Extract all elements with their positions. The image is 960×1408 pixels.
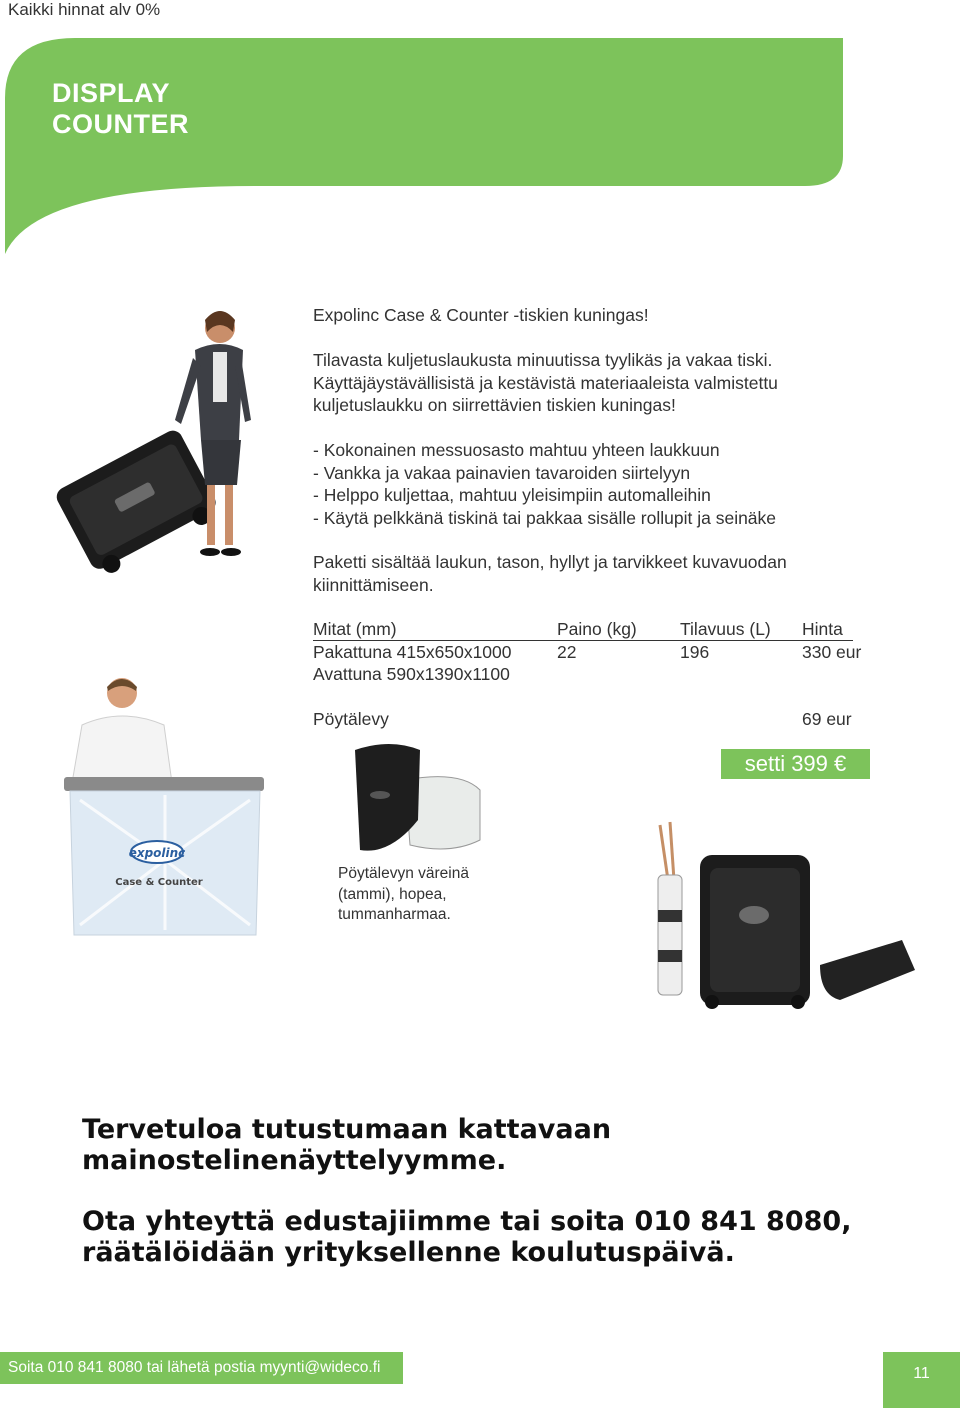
table-row [313, 641, 873, 663]
page-number: 11 [883, 1352, 960, 1408]
feature-item: - Käytä pelkkänä tiskinä tai pakkaa sisälle rollupit ja seinäke [313, 507, 777, 528]
intro-paragraph [313, 349, 778, 417]
cell-dimensions: Pakattuna 415x650x1000 [313, 642, 512, 662]
intro-line: Käyttäjäystävällisistä ja kestävistä materiaaleista valmistettu [313, 372, 778, 393]
cell-volume: 196 [680, 642, 710, 662]
counter-brand-text: expolinc [128, 846, 186, 860]
package-line: Paketti sisältää laukun, tason, hyllyt ja tarvikkeet kuvavuodan [313, 552, 787, 572]
tabletop-colors-caption [338, 864, 469, 926]
header-dimensions: Mitat (mm) [313, 619, 397, 639]
feature-item: - Kokonainen messuosasto mahtuu yhteen laukkuun [313, 440, 720, 460]
caption-line: (tammi), hopea, [338, 885, 447, 903]
cta-contact [82, 1206, 851, 1268]
package-contents [313, 551, 787, 596]
tabletop-price: 69 eur [802, 709, 852, 729]
intro-line: Tilavasta kuljetuslaukusta minuutissa tyylikäs ja vakaa tiski. [313, 350, 773, 370]
woman-with-case-photo [55, 300, 265, 580]
cta-line: Ota yhteyttä edustajiimme tai soita 010 841 8080, [82, 1206, 852, 1237]
man-at-counter-photo [60, 665, 270, 945]
feature-item: - Helppo kuljettaa, mahtuu yleisimpiin automalleihin [313, 485, 711, 505]
table-row-tabletop [313, 708, 873, 730]
feature-list [313, 439, 776, 529]
counter-model-text: Case & Counter [115, 877, 203, 888]
header-price: Hinta [802, 619, 843, 639]
feature-item: - Vankka ja vakaa painavien tavaroiden siirtelyyn [313, 462, 691, 483]
intro-headline: Expolinc Case & Counter -tiskien kuningas! [313, 305, 649, 325]
intro-line: kuljetuslaukku on siirrettävien tiskien kuningas! [313, 395, 676, 415]
title-line-2: COUNTER [52, 109, 189, 139]
cta-showroom [82, 1114, 611, 1176]
vat-note: Kaikki hinnat alv 0% [8, 0, 161, 19]
page-title [52, 78, 189, 140]
tabletop-boards-photo [340, 740, 490, 860]
cta-line: räätälöidään yrityksellenne koulutuspäivä. [82, 1237, 735, 1268]
cell-dimensions: Avattuna 590x1390x1100 [313, 664, 510, 684]
table-row [313, 663, 873, 685]
bundle-price-badge: setti 399 € [721, 749, 870, 779]
footer-contact: Soita 010 841 8080 tai lähetä postia myynti@wideco.fi [0, 1352, 403, 1384]
header-banner [5, 38, 843, 254]
cta-line: mainostelinenäyttelyymme. [82, 1145, 507, 1176]
case-accessories-photo [640, 820, 925, 1020]
caption-line: tummanharmaa. [338, 906, 451, 923]
cell-weight: 22 [557, 642, 577, 662]
title-line-1: DISPLAY [52, 78, 171, 108]
caption-line: Pöytälevyn väreinä [338, 865, 469, 882]
package-line: kiinnittämiseen. [313, 574, 434, 595]
spec-table-header [313, 618, 853, 641]
header-volume: Tilavuus (L) [680, 619, 771, 639]
header-weight: Paino (kg) [557, 619, 637, 639]
cta-line: Tervetuloa tutustumaan kattavaan [82, 1114, 612, 1145]
tabletop-label: Pöytälevy [313, 709, 389, 729]
cell-price: 330 eur [802, 642, 862, 662]
